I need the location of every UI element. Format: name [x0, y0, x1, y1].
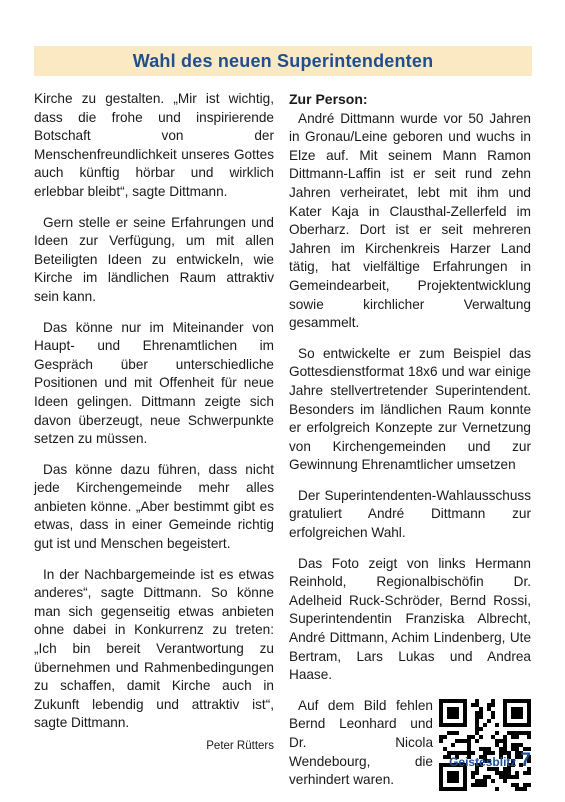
- page-footer: [449, 750, 531, 772]
- right-paragraph-4: Das Foto zeigt von links Hermann Reinhold, Regionalbischöfin Dr. Adelheid Ruck-Schröder, Bernd Rossi, Superintendentin Franziska Albrecht, André Dittmann, Achim Lindenberg, Ute Bertram, Lars Lukas und Andrea Haase.: [289, 555, 531, 683]
- right-paragraph-5: Auf dem Bild fehlen Bernd Leonhard und Dr. Nicola Wendebourg, die verhindert waren.: [289, 697, 433, 788]
- qr-code-icon[interactable]: [439, 699, 531, 791]
- right-paragraph-2: So entwickelte er zum Beispiel das Gottesdienstformat 18x6 und war einige Jahre stellvertretender Superintendent. Besonders im ländlichen Raum konnte er erfolgreich Konzepte zur Vernetzung von Kirchengemeinden und zur Gewinnung Ehrenamtlicher umsetzen: [289, 345, 531, 473]
- section-heading: Zur Person:: [289, 91, 368, 107]
- left-column: [34, 90, 274, 756]
- page-number: 7: [520, 750, 531, 771]
- right-paragraph-3: Der Superintendenten-Wahlausschuss gratuliert André Dittmann zur erfolgreichen Wahl.: [289, 487, 531, 541]
- left-paragraph-2: Gern stelle er seine Erfahrungen und Ideen zur Verfügung, um mit allen Beteiligten Ideen zu entwickeln, wie Kirche im ländlichen Raum attraktiv sein kann.: [34, 214, 274, 304]
- left-paragraph-4: Das könne dazu führen, dass nicht jede Kirchengemeinde mehr alles anbieten könne. „Aber bestimmt gibt es etwas, dass in einer Gemeinde richtig gut ist und Menschen begeistert.: [34, 461, 274, 552]
- page-title: Wahl des neuen Superintendenten: [132, 50, 434, 71]
- author-credit: Peter Rütters: [206, 740, 274, 752]
- right-paragraph-1: André Dittmann wurde vor 50 Jahren in Gronau/Leine geboren und wuchs in Elze auf. Mit seinem Mann Ramon Dittmann-Laffin ist er seit rund zehn Jahren verheiratet, lebt mit ihm und Kater Kaja in Clausthal-Zellerfeld im Oberharz. Dort ist er seit mehreren Jahren im Kirchenkreis Harzer Land tätig, hat vielfältige Erfahrungen in Gemeindearbeit, Projektentwicklung sowie kirchlicher Verwaltung gesammelt.: [289, 110, 531, 331]
- left-paragraph-1: Kirche zu gestalten. „Mir ist wichtig, dass die frohe und inspirierende Botschaft von der Menschenfreundlichkeit unseres Gottes auch künftig hörbar und wirklich erlebbar bleibt“, sagte Dittmann.: [34, 91, 274, 199]
- left-paragraph-3: Das könne nur im Miteinander von Haupt- und Ehrenamtlichen im Gespräch über unterschiedliche Positionen und mit Offenheit für neue Ideen gelingen. Dittmann zeigte sich davon überzeugt, neue Schwerpunkte setzen zu müssen.: [34, 319, 274, 447]
- magazine-name: Geistesblitz: [449, 755, 517, 769]
- right-column: [289, 90, 531, 802]
- left-paragraph-5: In der Nachbargemeinde ist es etwas anderes“, sagte Dittmann. So könne man sich gegenseitig etwas anbieten ohne dabei in Konkurrenz zu treten: „Ich bin bereit Verantwortung zu übernehmen und Rahmenbedingungen zu schaffen, damit Kirche auch in Zukunft lebendig und attraktiv ist“, sagte Dittmann.: [34, 566, 274, 731]
- title-banner: [34, 46, 532, 76]
